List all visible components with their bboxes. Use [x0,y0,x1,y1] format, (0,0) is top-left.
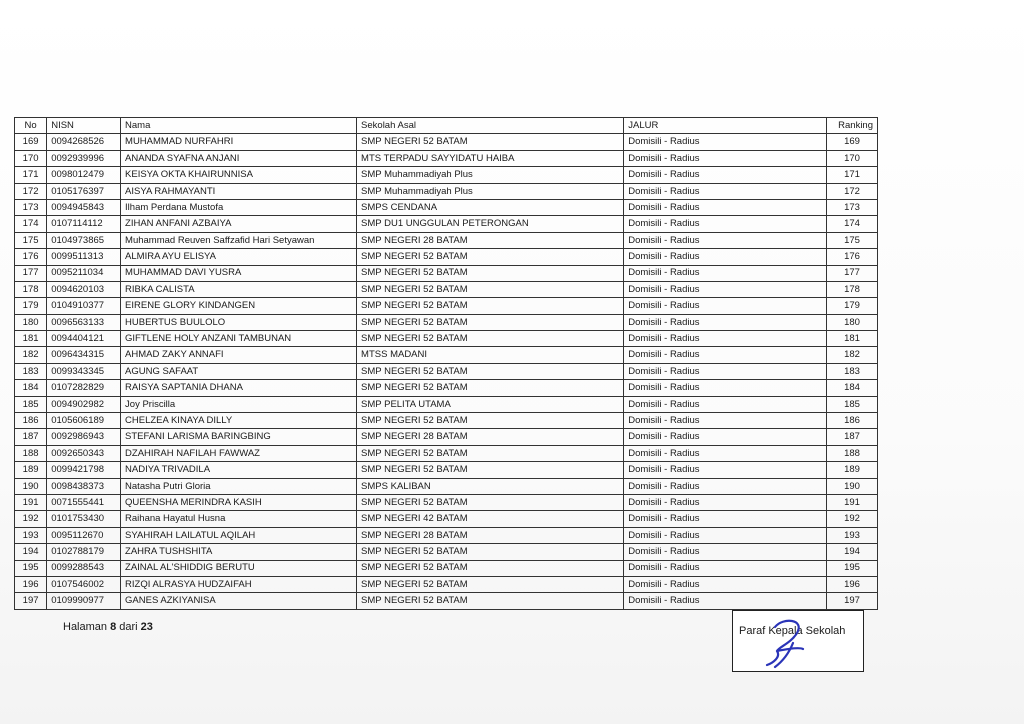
cell-sekolah-asal: SMP NEGERI 52 BATAM [357,560,624,576]
table-body [15,134,878,609]
table-row [15,413,878,429]
cell-jalur: Domisili - Radius [624,478,827,494]
cell-nisn: 0092986943 [47,429,121,445]
cell-nama: HUBERTUS BUULOLO [121,314,357,330]
cell-nama: DZAHIRAH NAFILAH FAWWAZ [121,445,357,461]
cell-sekolah-asal: SMP NEGERI 52 BATAM [357,462,624,478]
cell-ranking: 196 [827,576,878,592]
cell-no: 190 [15,478,47,494]
cell-nisn: 0096563133 [47,314,121,330]
header-nama: Nama [121,118,357,134]
cell-nisn: 0109990977 [47,593,121,609]
cell-ranking: 186 [827,413,878,429]
cell-jalur: Domisili - Radius [624,396,827,412]
cell-sekolah-asal: SMP NEGERI 52 BATAM [357,494,624,510]
cell-ranking: 185 [827,396,878,412]
cell-no: 173 [15,199,47,215]
cell-nama: Ilham Perdana Mustofa [121,199,357,215]
cell-sekolah-asal: SMP NEGERI 52 BATAM [357,298,624,314]
cell-sekolah-asal: SMP NEGERI 52 BATAM [357,413,624,429]
cell-nama: Muhammad Reuven Saffzafid Hari Setyawan [121,232,357,248]
cell-no: 191 [15,494,47,510]
cell-no: 169 [15,134,47,150]
cell-no: 185 [15,396,47,412]
ranking-table [14,117,878,610]
cell-no: 177 [15,265,47,281]
cell-no: 194 [15,544,47,560]
cell-jalur: Domisili - Radius [624,331,827,347]
table-row [15,544,878,560]
cell-nisn: 0094620103 [47,281,121,297]
cell-jalur: Domisili - Radius [624,494,827,510]
cell-sekolah-asal: SMP NEGERI 52 BATAM [357,445,624,461]
cell-jalur: Domisili - Radius [624,134,827,150]
cell-ranking: 183 [827,363,878,379]
cell-ranking: 169 [827,134,878,150]
cell-ranking: 175 [827,232,878,248]
cell-ranking: 197 [827,593,878,609]
cell-jalur: Domisili - Radius [624,544,827,560]
cell-nama: ANANDA SYAFNA ANJANI [121,150,357,166]
cell-jalur: Domisili - Radius [624,593,827,609]
page-total: 23 [140,621,153,633]
cell-sekolah-asal: SMPS KALIBAN [357,478,624,494]
table-row [15,478,878,494]
table-row [15,134,878,150]
cell-ranking: 194 [827,544,878,560]
cell-sekolah-asal: SMP Muhammadiyah Plus [357,183,624,199]
cell-nama: EIRENE GLORY KINDANGEN [121,298,357,314]
table-row [15,527,878,543]
cell-sekolah-asal: SMP Muhammadiyah Plus [357,167,624,183]
cell-sekolah-asal: SMP NEGERI 52 BATAM [357,265,624,281]
table-row [15,494,878,510]
cell-sekolah-asal: SMP NEGERI 52 BATAM [357,249,624,265]
cell-jalur: Domisili - Radius [624,183,827,199]
table-row [15,265,878,281]
table-row [15,363,878,379]
cell-nisn: 0096434315 [47,347,121,363]
cell-no: 170 [15,150,47,166]
cell-sekolah-asal: SMP NEGERI 52 BATAM [357,380,624,396]
cell-nama: ZIHAN ANFANI AZBAIYA [121,216,357,232]
cell-nisn: 0099511313 [47,249,121,265]
cell-no: 174 [15,216,47,232]
cell-sekolah-asal: SMP NEGERI 52 BATAM [357,331,624,347]
cell-no: 175 [15,232,47,248]
cell-sekolah-asal: SMP NEGERI 52 BATAM [357,314,624,330]
cell-nama: AISYA RAHMAYANTI [121,183,357,199]
cell-no: 184 [15,380,47,396]
cell-ranking: 188 [827,445,878,461]
cell-nisn: 0098012479 [47,167,121,183]
header-no: No [15,118,47,134]
cell-no: 176 [15,249,47,265]
page-mid: dari [116,621,141,633]
cell-ranking: 184 [827,380,878,396]
table-row [15,216,878,232]
cell-sekolah-asal: SMP NEGERI 42 BATAM [357,511,624,527]
cell-ranking: 192 [827,511,878,527]
cell-nisn: 0071555441 [47,494,121,510]
cell-jalur: Domisili - Radius [624,380,827,396]
cell-no: 172 [15,183,47,199]
cell-no: 187 [15,429,47,445]
cell-sekolah-asal: SMPS CENDANA [357,199,624,215]
cell-nama: ZAHRA TUSHSHITA [121,544,357,560]
cell-ranking: 191 [827,494,878,510]
table-row [15,298,878,314]
cell-nisn: 0094268526 [47,134,121,150]
signature-icon [753,613,823,669]
cell-nisn: 0099421798 [47,462,121,478]
cell-jalur: Domisili - Radius [624,249,827,265]
cell-nisn: 0105606189 [47,413,121,429]
cell-nama: RAISYA SAPTANIA DHANA [121,380,357,396]
cell-ranking: 170 [827,150,878,166]
page-current: 8 [110,621,117,633]
cell-nisn: 0105176397 [47,183,121,199]
cell-nisn: 0098438373 [47,478,121,494]
cell-ranking: 190 [827,478,878,494]
cell-nama: SYAHIRAH LAILATUL AQILAH [121,527,357,543]
cell-ranking: 179 [827,298,878,314]
table-row [15,249,878,265]
cell-ranking: 187 [827,429,878,445]
cell-nama: NADIYA TRIVADILA [121,462,357,478]
cell-jalur: Domisili - Radius [624,199,827,215]
paraf-box [732,610,864,672]
cell-sekolah-asal: MTSS MADANI [357,347,624,363]
cell-nama: GANES AZKIYANISA [121,593,357,609]
cell-no: 181 [15,331,47,347]
table-row [15,593,878,609]
table-row [15,314,878,330]
cell-jalur: Domisili - Radius [624,413,827,429]
cell-jalur: Domisili - Radius [624,298,827,314]
cell-nisn: 0099288543 [47,560,121,576]
cell-ranking: 174 [827,216,878,232]
cell-nisn: 0094404121 [47,331,121,347]
cell-sekolah-asal: SMP NEGERI 28 BATAM [357,527,624,543]
cell-nisn: 0102788179 [47,544,121,560]
table-row [15,167,878,183]
table-row [15,281,878,297]
cell-no: 186 [15,413,47,429]
table-row [15,150,878,166]
cell-ranking: 181 [827,331,878,347]
cell-no: 182 [15,347,47,363]
table-row [15,511,878,527]
header-sekolah-asal: Sekolah Asal [357,118,624,134]
cell-nama: GIFTLENE HOLY ANZANI TAMBUNAN [121,331,357,347]
cell-jalur: Domisili - Radius [624,265,827,281]
cell-nama: STEFANI LARISMA BARINGBING [121,429,357,445]
cell-ranking: 171 [827,167,878,183]
cell-ranking: 195 [827,560,878,576]
cell-jalur: Domisili - Radius [624,216,827,232]
cell-nama: MUHAMMAD DAVI YUSRA [121,265,357,281]
cell-sekolah-asal: SMP NEGERI 52 BATAM [357,593,624,609]
cell-nama: QUEENSHA MERINDRA KASIH [121,494,357,510]
page-prefix: Halaman [63,621,111,633]
table-row [15,445,878,461]
cell-nama: KEISYA OKTA KHAIRUNNISA [121,167,357,183]
cell-jalur: Domisili - Radius [624,363,827,379]
cell-no: 183 [15,363,47,379]
header-nisn: NISN [47,118,121,134]
header-ranking: Ranking [827,118,878,134]
cell-no: 195 [15,560,47,576]
cell-ranking: 177 [827,265,878,281]
cell-nisn: 0107546002 [47,576,121,592]
cell-jalur: Domisili - Radius [624,347,827,363]
cell-nama: Joy Priscilla [121,396,357,412]
table-row [15,429,878,445]
cell-no: 178 [15,281,47,297]
table-header-row [15,118,878,134]
table-row [15,331,878,347]
cell-nama: Natasha Putri Gloria [121,478,357,494]
cell-nama: CHELZEA KINAYA DILLY [121,413,357,429]
cell-ranking: 182 [827,347,878,363]
cell-jalur: Domisili - Radius [624,445,827,461]
cell-jalur: Domisili - Radius [624,281,827,297]
cell-nisn: 0101753430 [47,511,121,527]
cell-sekolah-asal: MTS TERPADU SAYYIDATU HAIBA [357,150,624,166]
table-row [15,576,878,592]
cell-jalur: Domisili - Radius [624,511,827,527]
table-row [15,560,878,576]
paraf-label: Paraf Kepala Sekolah [739,625,846,637]
cell-nisn: 0104973865 [47,232,121,248]
cell-nama: MUHAMMAD NURFAHRI [121,134,357,150]
cell-nisn: 0107114112 [47,216,121,232]
cell-jalur: Domisili - Radius [624,167,827,183]
cell-sekolah-asal: SMP NEGERI 52 BATAM [357,363,624,379]
cell-no: 171 [15,167,47,183]
cell-no: 179 [15,298,47,314]
cell-ranking: 193 [827,527,878,543]
cell-sekolah-asal: SMP NEGERI 28 BATAM [357,232,624,248]
cell-ranking: 180 [827,314,878,330]
page-number [63,621,153,633]
cell-ranking: 189 [827,462,878,478]
cell-no: 180 [15,314,47,330]
cell-nisn: 0104910377 [47,298,121,314]
cell-nama: RIZQI ALRASYA HUDZAIFAH [121,576,357,592]
cell-no: 193 [15,527,47,543]
cell-no: 197 [15,593,47,609]
cell-nama: Raihana Hayatul Husna [121,511,357,527]
cell-sekolah-asal: SMP PELITA UTAMA [357,396,624,412]
cell-nisn: 0092939996 [47,150,121,166]
cell-jalur: Domisili - Radius [624,429,827,445]
table-row [15,232,878,248]
cell-sekolah-asal: SMP NEGERI 52 BATAM [357,281,624,297]
cell-nama: RIBKA CALISTA [121,281,357,297]
cell-sekolah-asal: SMP NEGERI 52 BATAM [357,576,624,592]
cell-nama: ALMIRA AYU ELISYA [121,249,357,265]
cell-jalur: Domisili - Radius [624,462,827,478]
cell-jalur: Domisili - Radius [624,576,827,592]
cell-no: 192 [15,511,47,527]
cell-jalur: Domisili - Radius [624,527,827,543]
cell-sekolah-asal: SMP NEGERI 52 BATAM [357,544,624,560]
cell-sekolah-asal: SMP DU1 UNGGULAN PETERONGAN [357,216,624,232]
table-row [15,199,878,215]
table-row [15,183,878,199]
header-jalur: JALUR [624,118,827,134]
cell-nama: AGUNG SAFAAT [121,363,357,379]
cell-jalur: Domisili - Radius [624,150,827,166]
cell-jalur: Domisili - Radius [624,560,827,576]
cell-no: 196 [15,576,47,592]
cell-nisn: 0095211034 [47,265,121,281]
cell-sekolah-asal: SMP NEGERI 52 BATAM [357,134,624,150]
cell-ranking: 178 [827,281,878,297]
cell-no: 189 [15,462,47,478]
table-row [15,347,878,363]
cell-ranking: 172 [827,183,878,199]
cell-jalur: Domisili - Radius [624,232,827,248]
table-row [15,396,878,412]
cell-nisn: 0107282829 [47,380,121,396]
table-row [15,380,878,396]
cell-nisn: 0095112670 [47,527,121,543]
cell-nisn: 0099343345 [47,363,121,379]
cell-jalur: Domisili - Radius [624,314,827,330]
cell-nisn: 0094902982 [47,396,121,412]
cell-nisn: 0094945843 [47,199,121,215]
cell-no: 188 [15,445,47,461]
cell-ranking: 173 [827,199,878,215]
cell-ranking: 176 [827,249,878,265]
cell-nisn: 0092650343 [47,445,121,461]
cell-nama: ZAINAL AL'SHIDDIG BERUTU [121,560,357,576]
table-row [15,462,878,478]
cell-nama: AHMAD ZAKY ANNAFI [121,347,357,363]
cell-sekolah-asal: SMP NEGERI 28 BATAM [357,429,624,445]
